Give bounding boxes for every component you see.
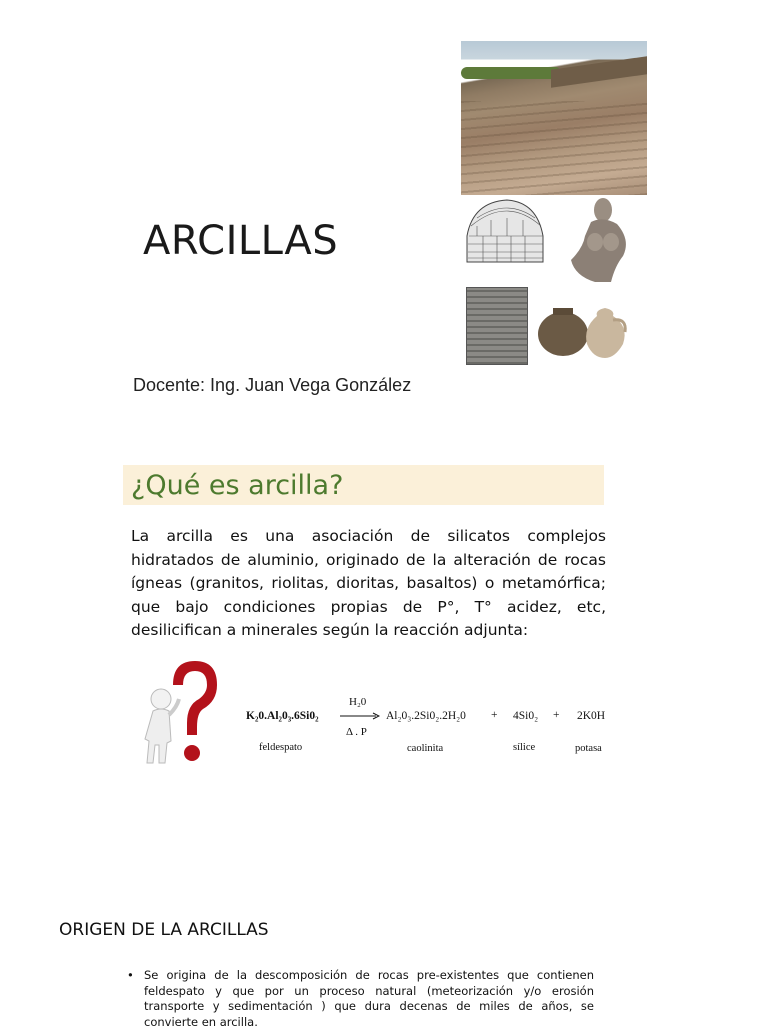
cliff-strata-image <box>461 41 647 195</box>
rock-strata <box>461 101 647 195</box>
reactant-formula: K₂0.Al₂0₃.6Si0₂ <box>246 710 319 722</box>
vegetation-strip <box>461 67 561 79</box>
origin-heading: ORIGEN DE LA ARCILLAS <box>59 920 269 940</box>
clay-tablet-image <box>466 287 528 365</box>
label-silice: sílice <box>513 742 536 753</box>
teacher-line: Docente: Ing. Juan Vega González <box>133 375 412 395</box>
label-feldespato: feldespato <box>259 742 303 753</box>
arrow-top-label: H₂0 <box>349 696 367 708</box>
origin-bullet-text: Se origina de la descomposición de rocas pre-existentes que contienen feldespato y que por un proceso natural (meteorización y/o erosión transporte y sedimentación ) que dura decenas de miles de años, se convierte en arcilla. <box>144 968 594 1029</box>
label-caolinita: caolinita <box>407 743 444 754</box>
reaction-arrow-icon <box>340 711 380 721</box>
definition-paragraph: La arcilla es una asociación de silicatos complejos hidratados de aluminio, originado de la alteración de rocas ígneas (granitos, riolitas, dioritas, basaltos) o metamórfica; que bajo condiciones propias de P°, T° acidez, etc, desilicifican a minerales según la reacción adjunta: <box>131 527 606 639</box>
plus-sign: + <box>491 709 498 721</box>
label-potasa: potasa <box>575 743 602 754</box>
product-potasa-formula: 2K0H <box>577 710 606 722</box>
clay-figurine-image <box>565 196 635 286</box>
rock-ledge <box>551 56 647 87</box>
plus-sign: + <box>553 709 560 721</box>
section-heading: ¿Qué es arcilla? <box>131 470 344 501</box>
question-person-icon <box>133 655 223 775</box>
origin-bullet <box>127 968 594 1030</box>
bullet-marker: • <box>127 968 134 982</box>
arrow-bottom-label: Δ . P <box>346 726 367 738</box>
brick-dome-image <box>463 196 547 268</box>
page-title: ARCILLAS <box>143 218 339 264</box>
product-caolinita-formula: Al₂0₃.2Si0₂.2H₂0 <box>386 710 466 722</box>
clay-pots-image <box>535 302 647 360</box>
product-silice-formula: 4Si0₂ <box>513 710 539 722</box>
